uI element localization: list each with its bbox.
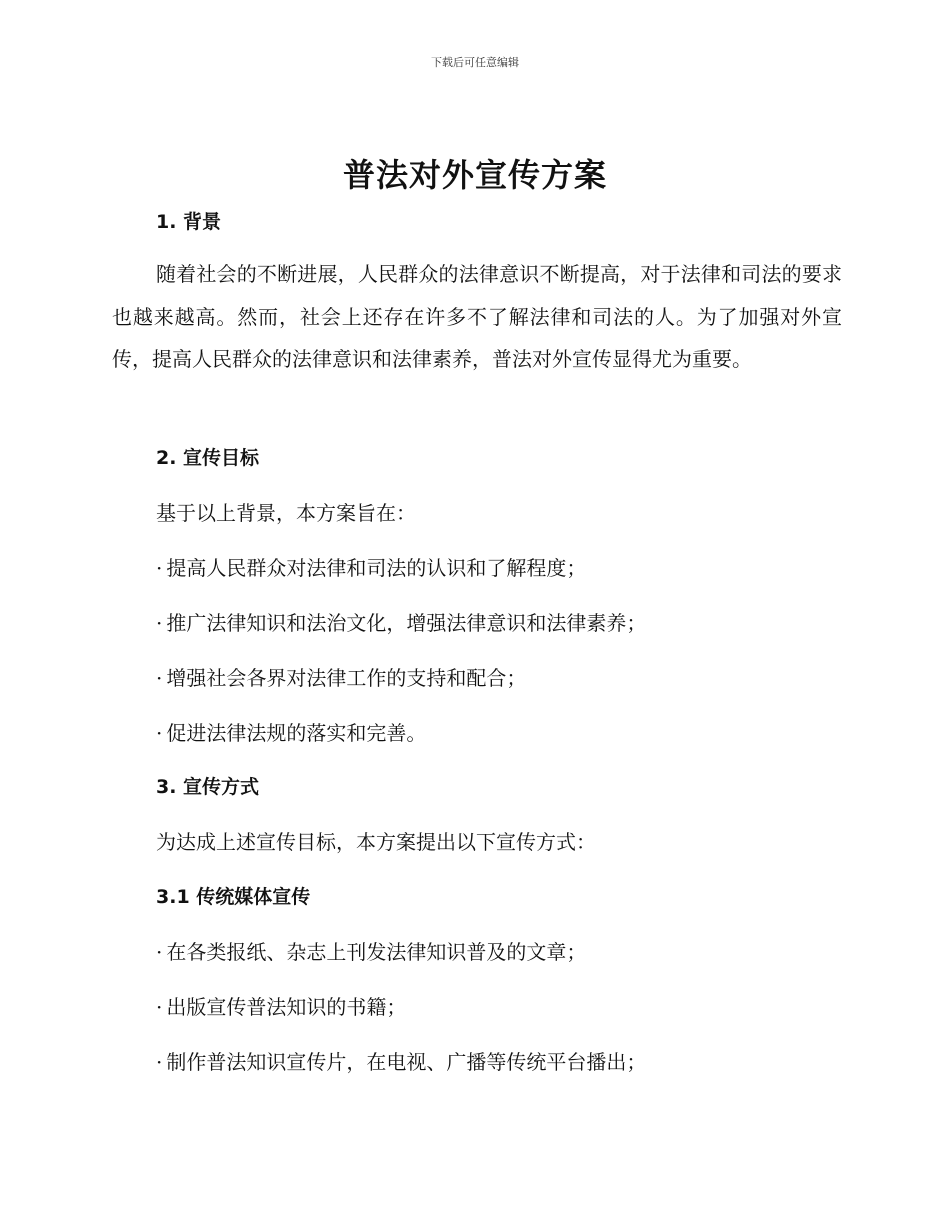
list-item-text: 提高人民群众对法律和司法的认识和了解程度； [166,556,587,580]
list-item [156,717,426,746]
list-item [156,936,586,965]
bullet-dot: · [156,556,163,580]
bullet-dot: · [156,1050,163,1074]
list-item [156,607,646,636]
header-note: 下载后可任意编辑 [431,56,519,69]
document-title: 普法对外宣传方案 [342,156,607,194]
list-item [156,552,586,581]
list-item-text: 增强社会各界对法律工作的支持和配合； [166,666,527,690]
list-item [156,991,406,1020]
section-heading-goals: 2. 宣传目标 [156,447,260,469]
bullet-dot: · [156,995,163,1019]
bullet-dot: · [156,721,163,745]
list-item [156,1046,646,1075]
subsection-heading-traditional-media: 3.1 传统媒体宣传 [156,886,311,908]
list-item-text: 在各类报纸、杂志上刊发法律知识普及的文章； [166,940,587,964]
background-paragraph: 随着社会的不断进展，人民群众的法律意识不断提高，对于法律和司法的要求也越来越高。然而，社会上还存在许多不了解法律和司法的人。为了加强对外宣传，提高人民群众的法律意识和法律素养，普法对外宣传显得尤为重要。 [112,262,842,371]
section-heading-methods: 3. 宣传方式 [156,776,260,798]
goals-intro: 基于以上背景，本方案旨在： [156,501,416,525]
list-item-text: 促进法律法规的落实和完善。 [166,721,427,745]
bullet-dot: · [156,666,163,690]
list-item [156,662,526,691]
list-item-text: 出版宣传普法知识的书籍； [166,995,407,1019]
methods-intro: 为达成上述宣传目标，本方案提出以下宣传方式： [156,830,596,854]
list-item-text: 推广法律知识和法治文化，增强法律意识和法律素养； [166,611,647,635]
bullet-dot: · [156,940,163,964]
bullet-dot: · [156,611,163,635]
section-heading-background: 1. 背景 [156,211,222,233]
list-item-text: 制作普法知识宣传片，在电视、广播等传统平台播出； [166,1050,647,1074]
